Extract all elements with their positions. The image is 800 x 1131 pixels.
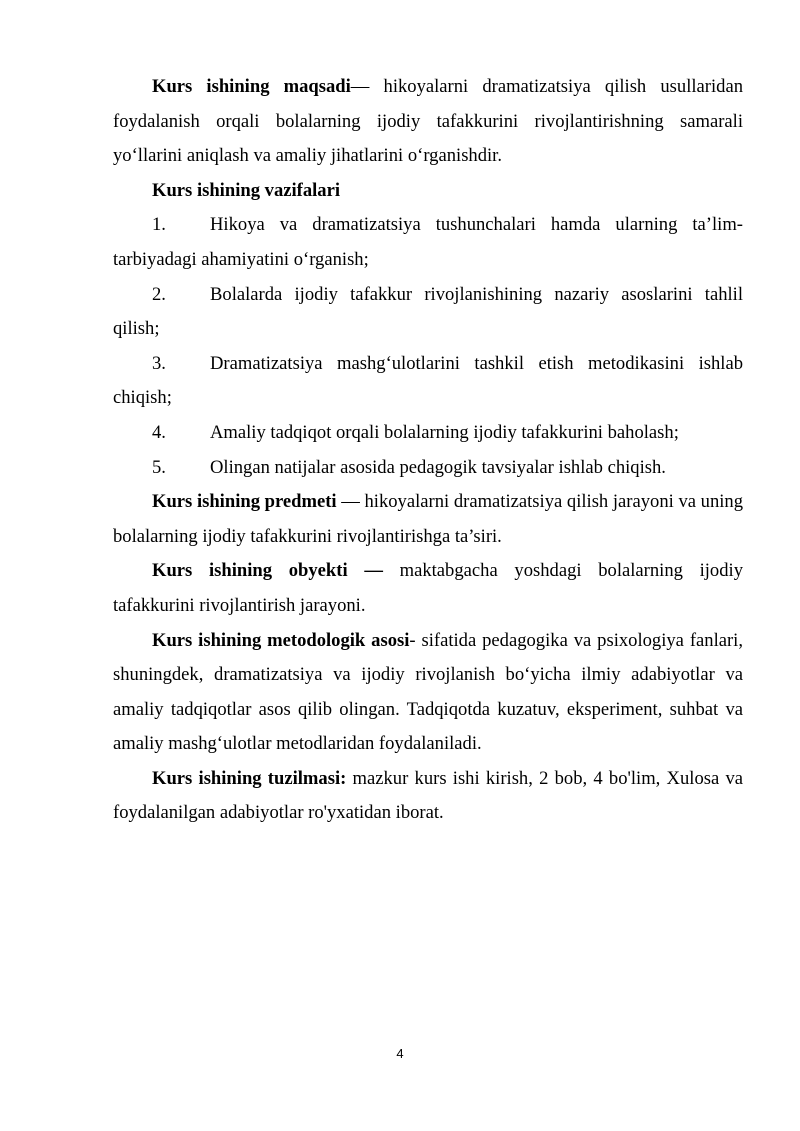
obyekt-text: maktabgacha yoshdagi bolalarning ijodiy tafakkurini rivojlantirish jarayoni.	[113, 560, 743, 616]
tuzilma-paragraph	[113, 762, 743, 831]
vazifa-text: Bolalarda ijodiy tafakkur rivojlanishining nazariy asoslarini tahlil qilish;	[113, 283, 743, 340]
vazifa-item-1	[113, 208, 743, 277]
vazifa-number: 2.	[152, 283, 166, 305]
metodologik-label: Kurs ishining metodologik asosi	[152, 629, 410, 651]
obyekt-label: Kurs ishining obyekti —	[152, 560, 383, 582]
vazifa-text: Dramatizatsiya mashg‘ulotlarini tashkil etish metodikasini ishlab chiqish;	[113, 352, 743, 409]
vazifa-item-2	[113, 278, 743, 347]
maqsad-text: — hikoyalarni dramatizatsiya qilish usullaridan foydalanish orqali bolalarning ijodiy tafakkurini rivojlantirishning samarali yo‘llarini aniqlash va amaliy jihatlarini o‘rganishdir.	[113, 76, 743, 167]
vazifa-text: Amaliy tadqiqot orqali bolalarning ijodiy tafakkurini baholash;	[210, 421, 679, 443]
maqsad-label: Kurs ishining maqsadi	[152, 76, 351, 97]
metodologik-paragraph	[113, 624, 743, 762]
predmet-paragraph	[113, 485, 743, 554]
vazifa-number: 5.	[152, 456, 166, 478]
tuzilma-label: Kurs ishining tuzilmasi:	[152, 767, 347, 789]
metodologik-text: - sifatida pedagogika va psixologiya fanlari, shuningdek, dramatizatsiya va ijodiy rivojlanish bo‘yicha ilmiy adabiyotlar va amaliy tadqiqotlar asos qilib olingan. Tadqiqotda kuzatuv, eksperiment, suhbat va amaliy mashg‘ulotlar metodlaridan foydalaniladi.	[113, 629, 743, 755]
vazifa-number: 3.	[152, 352, 166, 374]
vazifa-number: 1.	[152, 214, 166, 236]
tuzilma-text: mazkur kurs ishi kirish, 2 bob, 4 bo'lim, Xulosa va foydalanilgan adabiyotlar ro'yxatidan iborat.	[113, 767, 744, 824]
predmet-label: Kurs ishining predmeti	[152, 491, 337, 513]
vazifa-item-4	[113, 416, 743, 451]
predmet-text: — hikoyalarni dramatizatsiya qilish jarayoni va uning bolalarning ijodiy tafakkurini rivojlantirishga ta’siri.	[113, 491, 743, 547]
document-page	[113, 70, 743, 831]
maqsad-paragraph	[113, 70, 743, 174]
obyekt-paragraph	[113, 554, 743, 623]
vazifalar-heading: Kurs ishining vazifalari	[152, 179, 341, 201]
vazifa-text: Olingan natijalar asosida pedagogik tavsiyalar ishlab chiqish.	[210, 456, 666, 478]
page-number: 4	[396, 1046, 404, 1061]
vazifa-text: Hikoya va dramatizatsiya tushunchalari hamda ularning ta’lim-tarbiyadagi ahamiyatini o‘rganish;	[113, 214, 743, 270]
vazifa-item-3	[113, 347, 743, 416]
vazifa-number: 4.	[152, 421, 166, 443]
vazifa-item-5	[113, 451, 743, 486]
